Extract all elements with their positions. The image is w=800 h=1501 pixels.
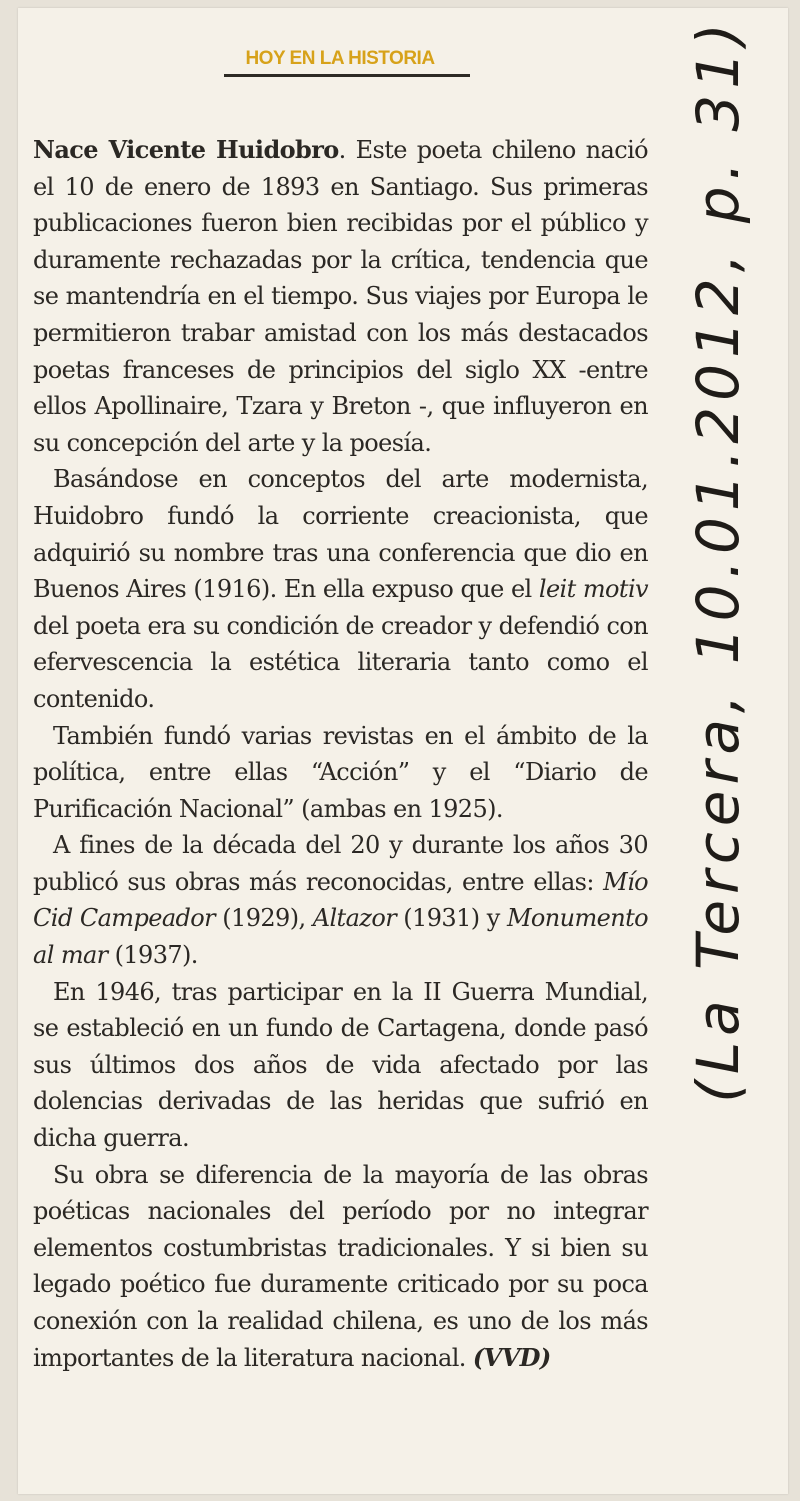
work-title-altazor: Altazor (312, 904, 397, 933)
article-lead: Nace Vicente Huidobro (33, 135, 339, 164)
paragraph-4 (33, 827, 648, 973)
paragraph-5: En 1946, tras participar en la II Guerra Mundial, se estableció en un fundo de Cartagena, donde pasó sus últimos dos años de vida afectado por las dolencias derivadas de las heridas que sufrió en dicha guerra. (33, 977, 648, 1153)
work-title-monumento: Monumento al mar (33, 904, 648, 970)
title-underline (224, 74, 470, 77)
handwritten-source-note: (La Tercera, 10.01.2012, p. 31) (684, 17, 752, 1103)
paragraph-2 (33, 461, 648, 717)
paragraph-1 (33, 132, 648, 461)
paragraph-1-text: . Este poeta chileno nació el 10 de enero de 1893 en Santiago. Sus primeras publicaciones fueron bien recibidas por el público y duramente rechazadas por la crítica, tendencia que se mantendría en el tiempo. Sus viajes por Europa le permitieron trabar amistad con los más destacados poetas franceses de principios del siglo XX -entre ellos Apollinaire, Tzara y Breton -, que influyeron en su concepción del arte y la poesía. (33, 136, 648, 457)
paragraph-6-text: Su obra se diferencia de la mayoría de las obras poéticas nacionales del período por no integrar elementos costumbristas tradicionales. Y si bien su legado poético fue duramente criticado por su poca conexión con la realidad chilena, es uno de los más importantes de la literatura nacional. (33, 1160, 648, 1372)
paragraph-6 (33, 1157, 648, 1377)
paragraph-4-text-b: (1929), (215, 904, 313, 933)
paragraph-2-text-a: Basándose en conceptos del arte modernista, Huidobro fundó la corriente creacionista, que adquirió su nombre tras una conferencia que dio en Buenos Aires (1916). En ella expuso que el (33, 465, 648, 604)
paragraph-2-text-b: del poeta era su condición de creador y defendió con efervescencia la estética literaria tanto como el contenido. (33, 611, 648, 713)
author-signature: (VVD) (472, 1342, 551, 1372)
paragraph-4-text-a: A fines de la década del 20 y durante los años 30 publicó sus obras más reconocidas, entre ellas: (33, 831, 648, 896)
work-title-mio-cid: Mío Cid Campeador (33, 867, 648, 933)
article-body (33, 132, 648, 1376)
paragraph-4-text-d: (1937). (107, 941, 198, 970)
paragraph-3: También fundó varias revistas en el ámbito de la política, entre ellas “Acción” y el “Diario de Purificación Nacional” (ambas en 1925). (33, 721, 648, 823)
paragraph-4-text-c: (1931) y (396, 904, 507, 933)
leit-motiv-term: leit motiv (538, 575, 648, 604)
section-title: HOY EN LA HISTORIA (245, 48, 435, 69)
